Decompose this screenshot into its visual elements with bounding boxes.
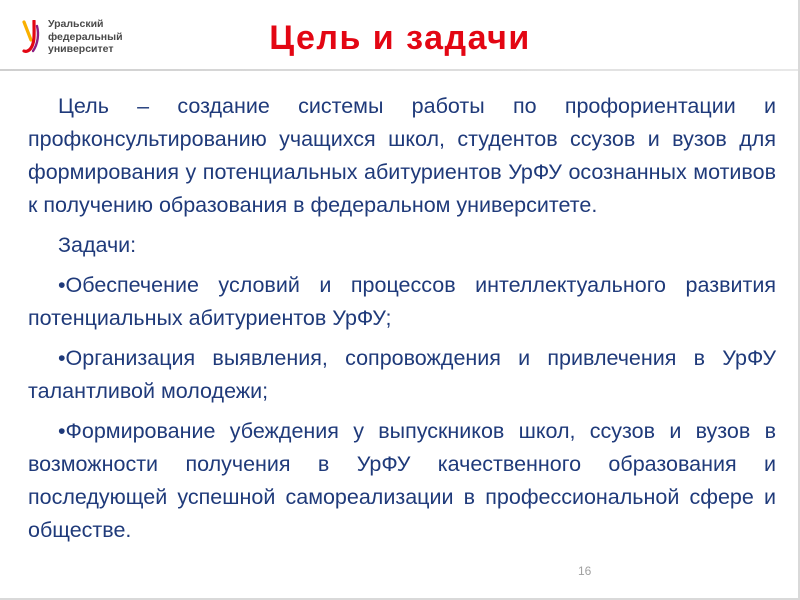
university-logo [22,18,152,58]
logo-line: университет [48,43,114,55]
task-item: •Организация выявления, сопровождения и привлечения в УрФУ талантливой молодежи; [28,346,776,403]
goal-paragraph: Цель – создание системы работы по профориентации и профконсультированию учащихся школ, студентов ссузов и вузов для формирования у потенциальных абитуриентов УрФУ осознанных мотивов к получению образования в федеральном университете. [28,94,776,217]
task-item: •Формирование убеждения у выпускников школ, ссузов и вузов в возможности получения в УрФУ качественного образования и последующей успешной самореализации в профессиональной сфере и обществе. [28,419,776,542]
logo-line: федеральный [48,30,123,43]
slide-title: Цель и задачи [269,19,531,57]
urfu-logo-icon [22,20,44,54]
tasks-heading: Задачи: [58,233,137,257]
title-divider [0,69,800,71]
logo-line: Уральский [48,18,104,30]
logo-wordmark [48,18,123,56]
page-number: 16 [578,564,592,578]
slide-content [28,90,776,554]
task-item: •Обеспечение условий и процессов интеллектуального развития потенциальных абитуриентов УрФУ; [28,273,776,330]
